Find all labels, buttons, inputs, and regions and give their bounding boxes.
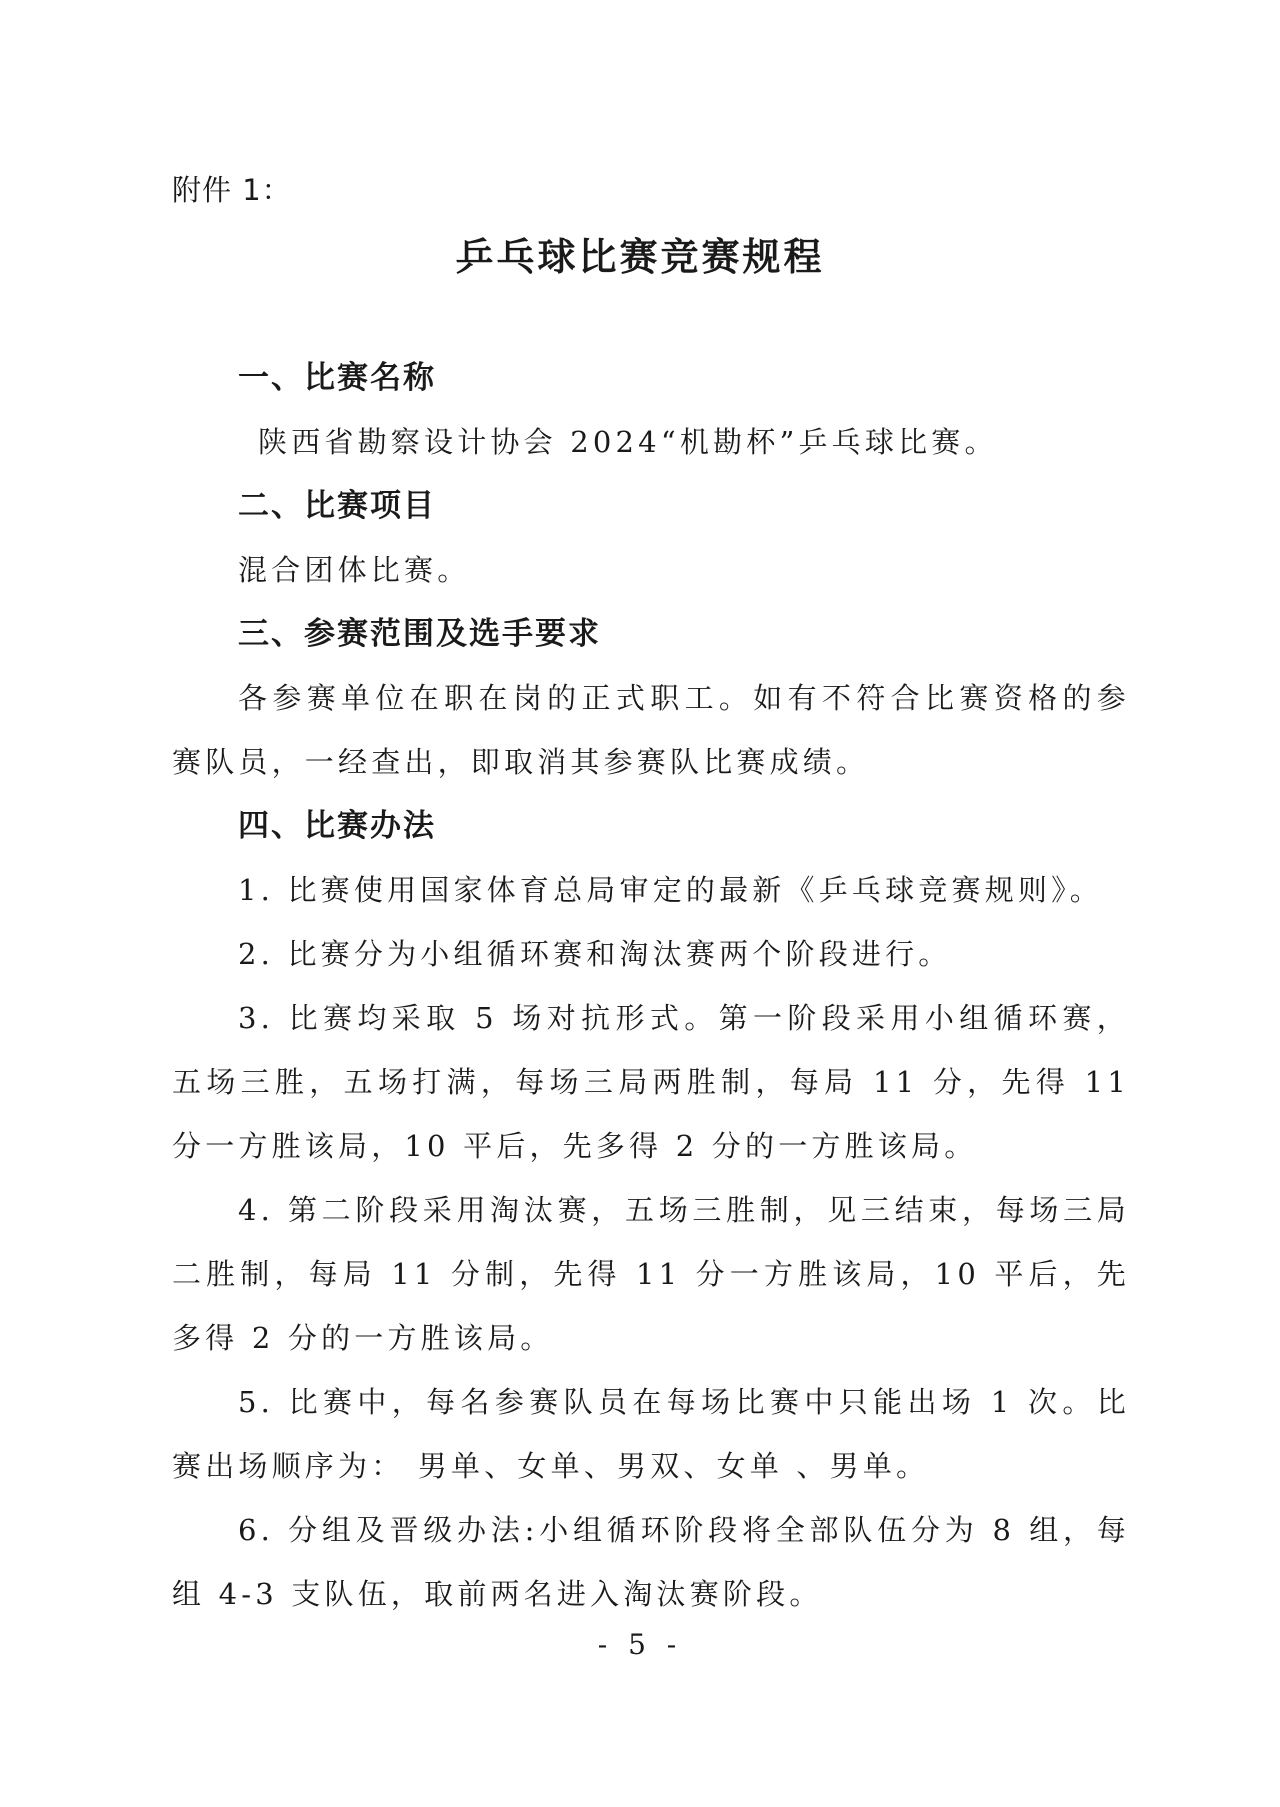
attachment-label: 附件 1： [172, 173, 292, 207]
section-body-rules [172, 858, 1130, 1626]
section-body-eligibility [172, 666, 1130, 794]
section-body-name [172, 410, 1130, 474]
paragraph: 各参赛单位在职在岗的正式职工。如有不符合比赛资格的参赛队员，一经查出，即取消其参赛队比赛成绩。 [172, 681, 1130, 779]
page-number: - 5 - [597, 1628, 683, 1661]
section-heading-name: 一、比赛名称 [238, 360, 436, 396]
section-heading-rules: 四、比赛办法 [238, 808, 436, 844]
rule-item-1: 1. 比赛使用国家体育总局审定的最新《乒乓球竞赛规则》。 [238, 873, 1103, 907]
paragraph: 混合团体比赛。 [238, 553, 471, 587]
rule-item-2: 2. 比赛分为小组循环赛和淘汰赛两个阶段进行。 [238, 937, 952, 971]
rule-item-5: 5. 比赛中，每名参赛队员在每场比赛中只能出场 1 次。比赛出场顺序为： 男单、女单、男双、女单 、男单。 [172, 1385, 1130, 1483]
paragraph: 陕西省勘察设计协会 2024“机勘杯”乒乓球比赛。 [258, 425, 998, 459]
rule-item-6: 6. 分组及晋级办法:小组循环阶段将全部队伍分为 8 组，每组 4-3 支队伍，取前两名进入淘汰赛阶段。 [172, 1513, 1130, 1611]
document-title: 乒乓球比赛竞赛规程 [455, 235, 825, 279]
rule-item-4: 4. 第二阶段采用淘汰赛，五场三胜制，见三结束，每场三局二胜制，每局 11 分制，先得 11 分一方胜该局，10 平后，先多得 2 分的一方胜该局。 [172, 1193, 1130, 1355]
section-body-events [172, 538, 1130, 602]
section-heading-events: 二、比赛项目 [238, 488, 436, 524]
section-heading-eligibility: 三、参赛范围及选手要求 [238, 616, 601, 652]
rule-item-3: 3. 比赛均采取 5 场对抗形式。第一阶段采用小组循环赛，五场三胜，五场打满，每场三局两胜制，每局 11 分，先得 11 分一方胜该局，10 平后，先多得 2 分的一方胜该局。 [172, 1001, 1130, 1163]
